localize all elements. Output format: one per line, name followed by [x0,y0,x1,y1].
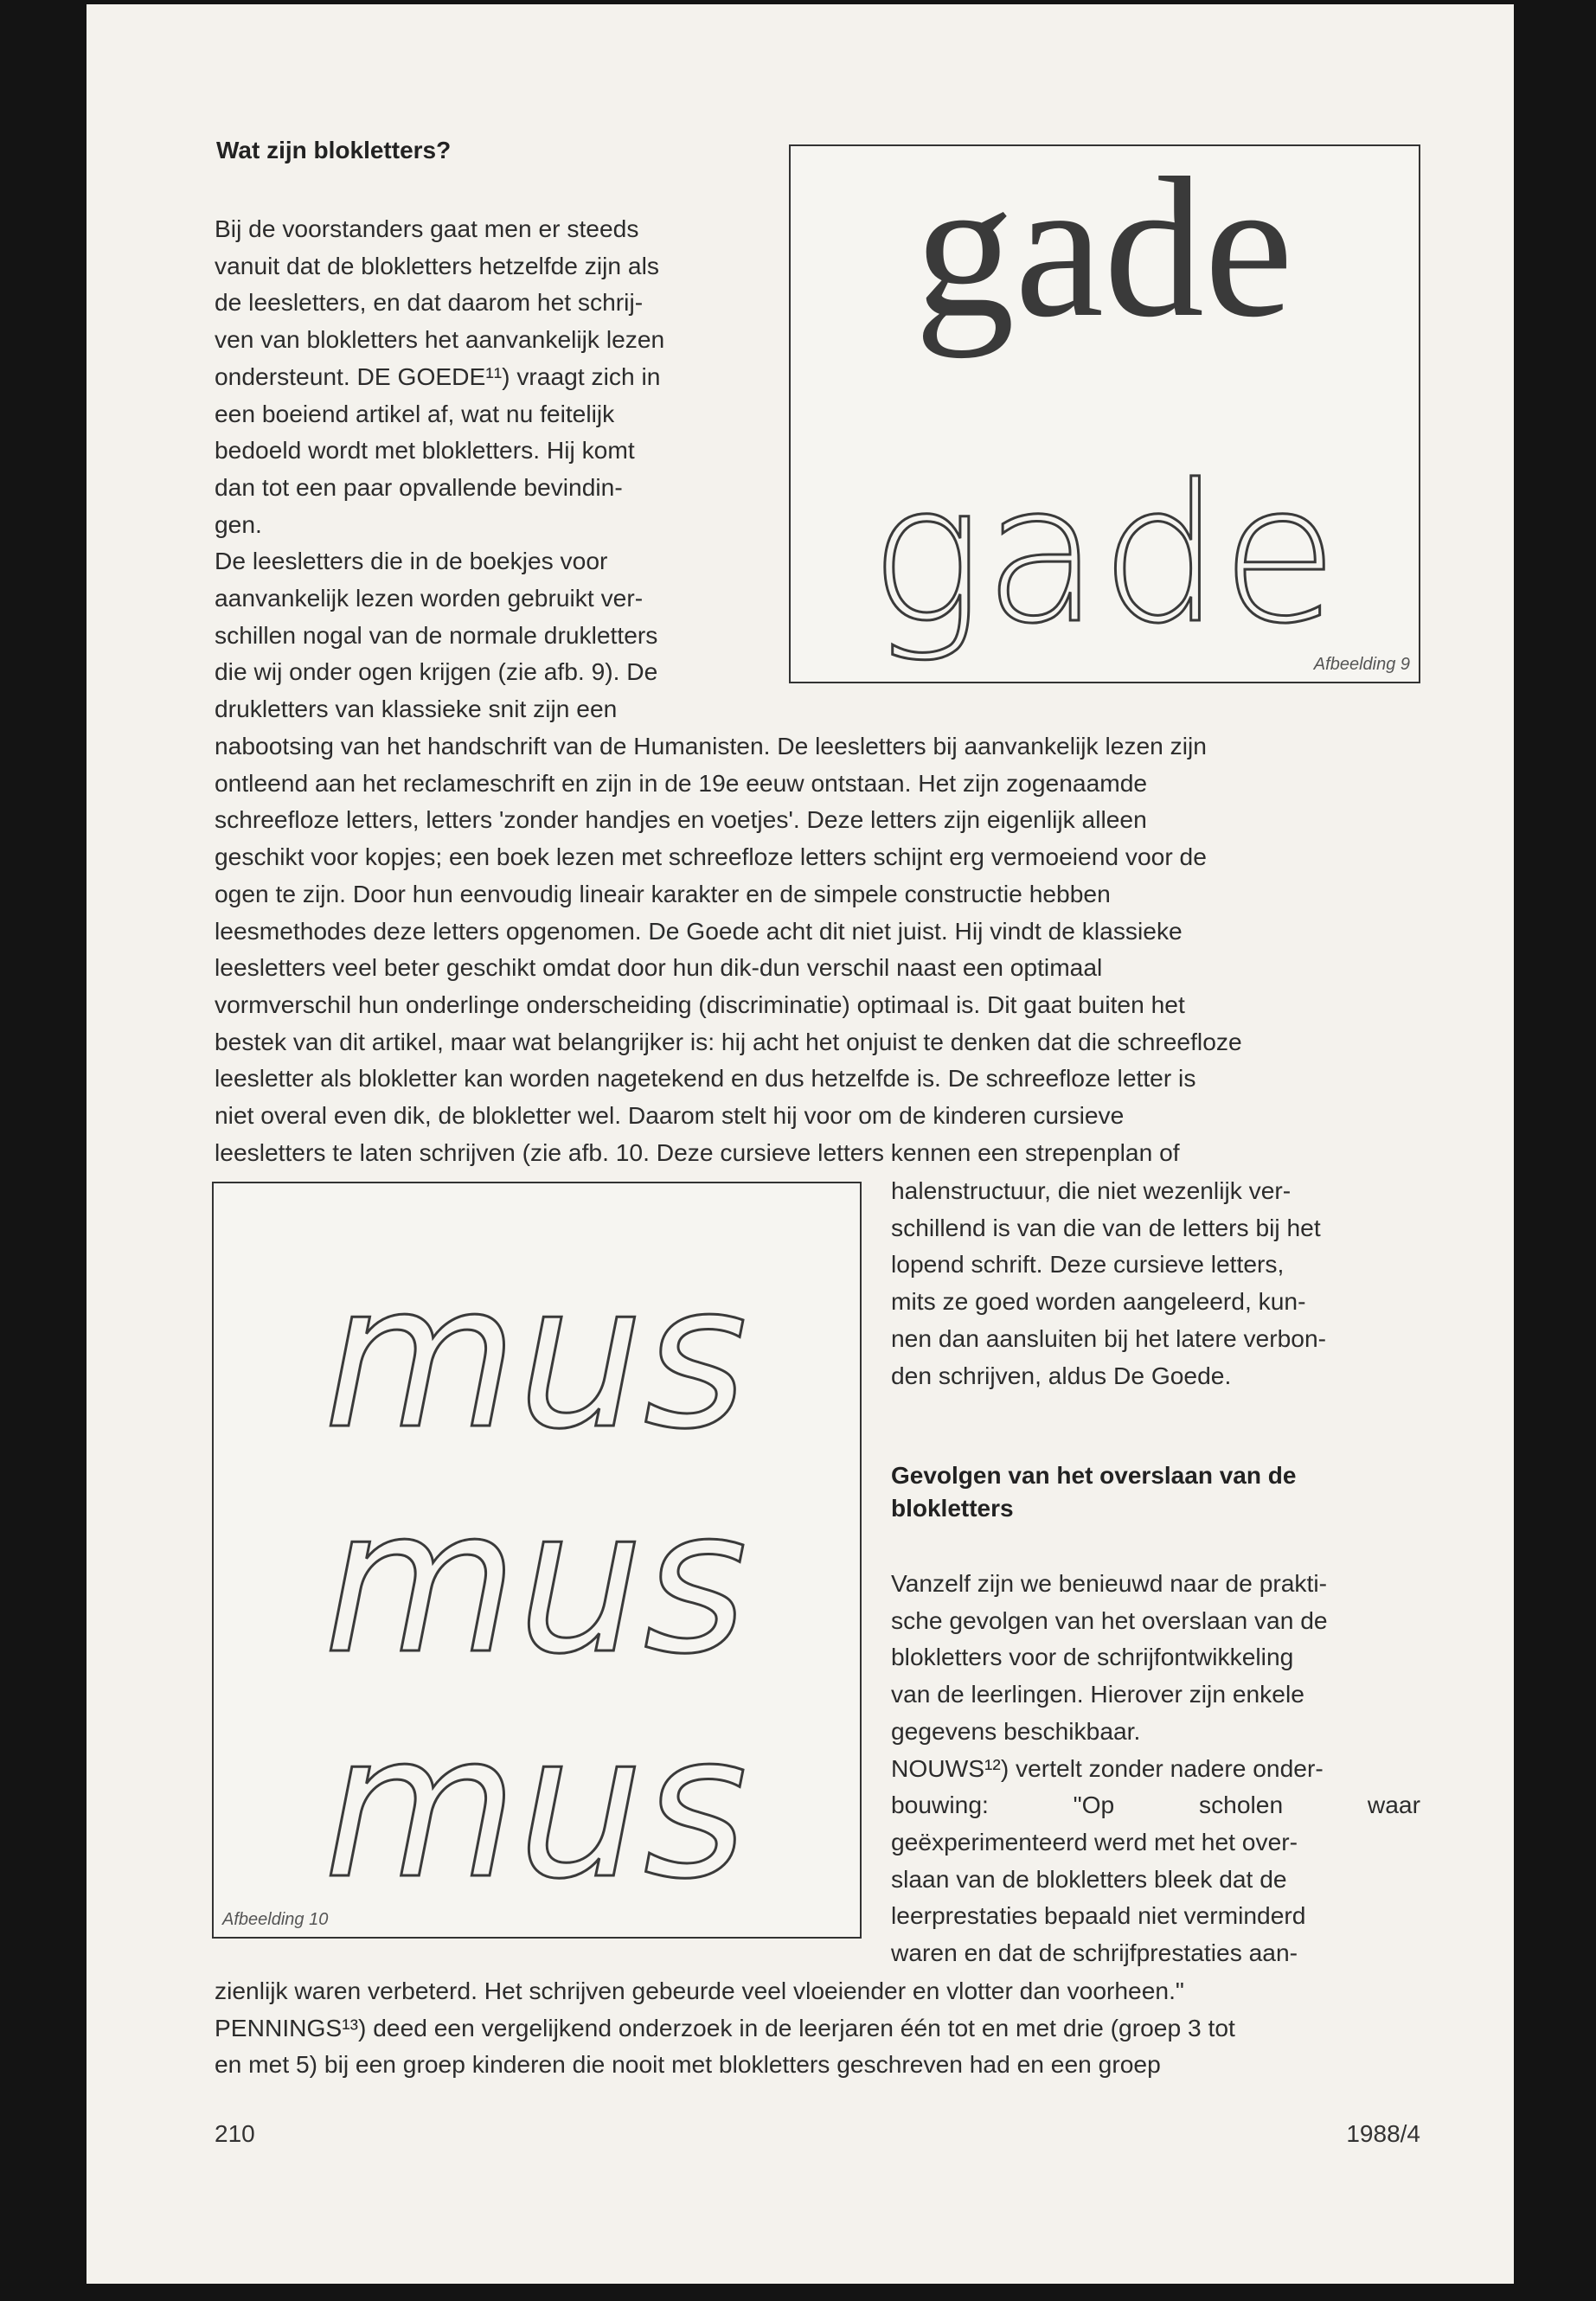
text-line: halenstructuur, die niet wezenlijk ver- [891,1176,1292,1204]
figure-9 [789,144,1420,683]
text-line: bedoeld wordt met blokletters. Hij komt [215,436,635,465]
figure-9-caption: Afbeelding 9 [1313,655,1410,674]
text-line: nabootsing van het handschrift van de Humanisten. De leesletters bij aanvankelijk lezen zijn [215,732,1207,760]
text-line: nen dan aansluiten bij het latere verbon- [891,1324,1327,1352]
text-line: leesletters te laten schrijven (zie afb. 10. Deze cursieve letters kennen een strepenplan of [215,1138,1180,1166]
text-line: leesletters veel beter geschikt omdat door hun dik-dun verschil naast een optimaal [215,953,1103,982]
cursive-word-1: mus [324,1242,747,1473]
text-line: ven van blokletters het aanvankelijk lezen [215,325,665,354]
text-line: vanuit dat de blokletters hetzelfde zijn als [215,251,659,279]
text-line: slaan van de blokletters bleek dat de [891,1864,1287,1893]
text-line: leesmethodes deze letters opgenomen. De Goede acht dit niet juist. Hij vindt de klassieke [215,916,1183,945]
full-width-text-bottom [215,1972,1420,2083]
full-width-text [215,727,1420,1170]
figure-10-lettering [214,1183,859,1936]
text-line: en met 5) bij een groep kinderen die nooit met blokletters geschreven had en een groep [215,2050,1161,2079]
cursive-word-3: mus [324,1692,747,1923]
text-line: NOUWS¹²) vertelt zonder nadere onder- [891,1753,1324,1782]
heading-line: Gevolgen van het overslaan van de [891,1462,1297,1489]
text-line: gegevens beschikbaar. [891,1716,1141,1745]
text-line: niet overal even dik, de blokletter wel. Daarom stelt hij voor om de kinderen cursieve [215,1101,1125,1130]
text-line: bouwing: "Op scholen waar [891,1791,1420,1819]
figure-10 [212,1182,862,1939]
text-line: lopend schrift. Deze cursieve letters, [891,1250,1285,1279]
text-line: drukletters van klassieke snit zijn een [215,695,618,723]
heading-line: blokletters [891,1495,1014,1522]
text-line: die wij onder ogen krijgen (zie afb. 9). De [215,657,658,686]
figure-9-lettering [791,146,1418,681]
page-number: 210 [215,2120,255,2147]
column-text-top [215,210,843,727]
text-line: leesletter als blokletter kan worden nagetekend en dus hetzelfde is. De schreefloze letter is [215,1064,1196,1093]
text-line: mits ze goed worden aangeleerd, kun- [891,1287,1306,1316]
text-line: schillend is van die van de letters bij het [891,1213,1321,1241]
text-line: ontleend aan het reclameschrift en zijn in de 19e eeuw ontstaan. Het zijn zogenaamde [215,768,1148,797]
cursive-word-2: mus [324,1467,747,1698]
text-line: geëxperimenteerd werd met het over- [891,1827,1298,1856]
text-line: den schrijven, aldus De Goede. [891,1361,1232,1389]
text-line: schillen nogal van de normale drukletters [215,620,658,649]
text-line: ondersteunt. DE GOEDE¹¹) vraagt zich in [215,362,661,390]
text-line: zienlijk waren verbeterd. Het schrijven gebeurde veel vloeiender en vlotter dan voorheen." [215,1977,1184,2004]
text-line: waren en dat de schrijfprestaties aan- [891,1939,1298,1967]
section-heading-gevolgen [891,1459,1420,1525]
column-text-section2 [891,1565,1420,1971]
text-line: van de leerlingen. Hierover zijn enkele [891,1680,1304,1708]
text-line: Vanzelf zijn we benieuwd naar de prakti- [891,1569,1328,1597]
text-line: de leesletters, en dat daarom het schrij- [215,288,644,317]
text-line: ogen te zijn. Door hun eenvoudig lineair karakter en de simpele constructie hebben [215,879,1111,907]
issue-number: 1988/4 [1346,2120,1420,2147]
text-line: schreefloze letters, letters 'zonder handjes en voetjes'. Deze letters zijn eigenlijk alleen [215,805,1147,834]
text-line: sche gevolgen van het overslaan van de [891,1606,1328,1634]
text-line: een boeiend artikel af, wat nu feitelijk [215,399,615,427]
text-line: De leesletters die in de boekjes voor [215,547,608,575]
text-line: geschikt voor kopjes; een boek lezen met schreefloze letters schijnt erg vermoeiend voor de [215,843,1207,871]
text-line: aanvankelijk lezen worden gebruikt ver- [215,584,644,612]
text-line: Bij de voorstanders gaat men er steeds [215,215,639,242]
text-line: blokletters voor de schrijfontwikkeling [891,1643,1294,1671]
text-line: gen. [215,510,262,538]
sans-word: gade [869,444,1338,665]
book-page [87,4,1514,2284]
text-line: dan tot een paar opvallende bevindin- [215,472,623,501]
text-line: vormverschil hun onderlinge onderscheiding (discriminatie) optimaal is. Dit gaat buiten het [215,990,1185,1018]
text-line: bestek van dit artikel, maar wat belangrijker is: hij acht het onjuist te denken dat die schreefloze [215,1027,1242,1055]
column-text-right [891,1172,1420,1394]
serif-word: gade [914,146,1293,359]
figure-10-caption: Afbeelding 10 [222,1910,329,1929]
text-line: leerprestaties bepaald niet verminderd [891,1901,1306,1930]
text-line: PENNINGS¹³) deed een vergelijkend onderzoek in de leerjaren één tot en met drie (groep 3 tot [215,2013,1235,2041]
section-heading-blokletters: Wat zijn blokletters? [216,137,452,163]
